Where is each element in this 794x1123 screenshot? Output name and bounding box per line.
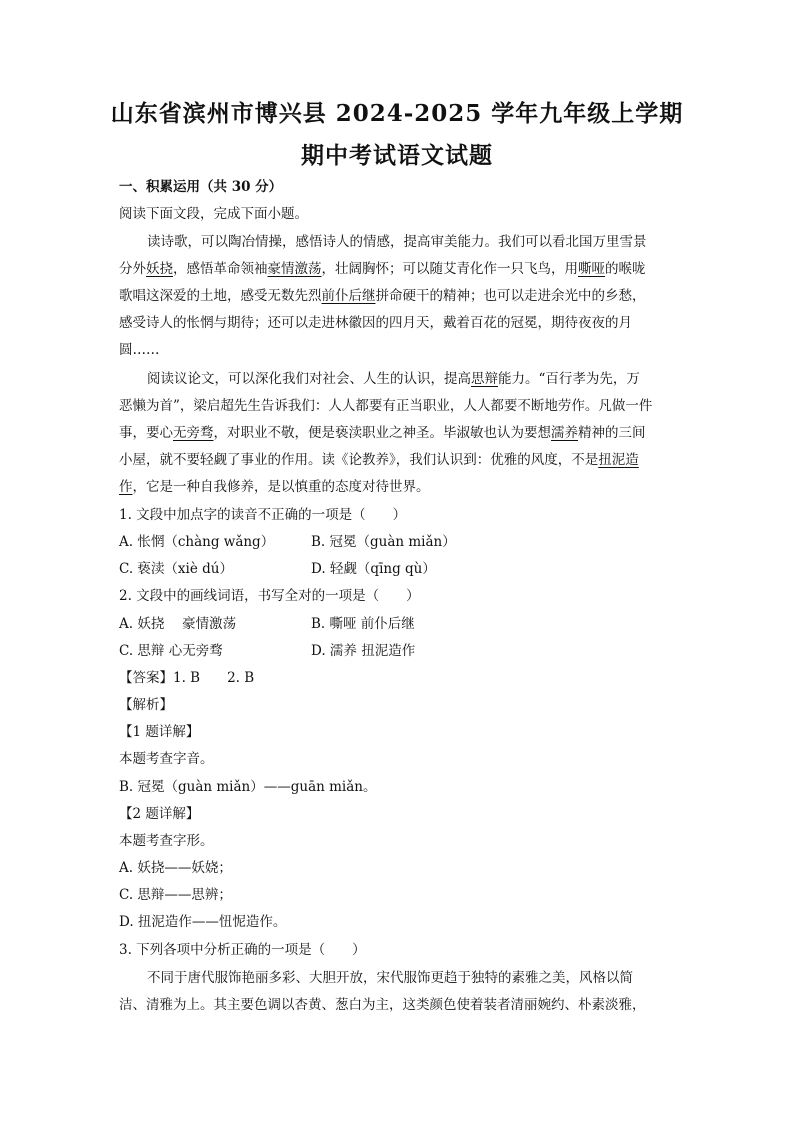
section-heading: 一、积累运用（共 30 分） [119,179,283,195]
detail1-line2: B. 冠冕（guàn miǎn）——guān miǎn。 [119,779,377,795]
para1-line2: 分外妖挠，感悟革命领袖豪情激荡，壮阔胸怀；可以随艾青化作一只飞鸟，用嘶哑的喉咙 [119,261,646,277]
q1-option-b: B. 冠冕（guàn miǎn） [311,534,456,550]
q3-stem: 3. 下列各项中分析正确的一项是（ ） [119,942,366,958]
answer: 【答案】1. B 2. B [119,670,255,686]
para2-line3: 事，要心无旁骛，对职业不敬，便是亵渎职业之神圣。毕淑敏也认为要想濡养精神的三间 [119,425,646,441]
underlined-word: 嘶哑 [578,261,605,277]
title-line-1: 山东省滨州市博兴县 2024-2025 学年九年级上学期 [110,100,684,127]
analysis-label: 【解析】 [119,697,173,713]
para2-line4: 小屋，就不要轻觑了事业的作用。读《论教养》，我们认识到：优雅的风度，不是扭泥造 [119,452,639,468]
para1-line1: 读诗歌，可以陶冶情操，感悟诗人的情感，提高审美能力。我们可以看北国万里雪景 [147,234,647,250]
title-line-2: 期中考试语文试题 [301,142,493,169]
para2-line1: 阅读议论文，可以深化我们对社会、人生的认识，提高思辩能力。“百行孝为先，万 [147,371,640,387]
q1-options-row1 [119,532,619,552]
detail2-line2: A. 妖挠——妖娆； [119,860,232,876]
q1-stem: 1. 文段中加点字的读音不正确的一项是（ ） [119,507,407,523]
underlined-word: 无旁骛 [173,425,214,441]
underlined-word: 前仆后继 [321,288,376,304]
detail2-label: 【2 题详解】 [119,806,200,822]
q1-option-c: C. 亵渎（xiè dú） [119,561,233,577]
detail2-line3: C. 思辩——思辨； [119,887,232,903]
q2-options-row1 [119,614,619,634]
para3-line2: 洁、清雅为上。其主要色调以杏黄、葱白为主，这类颜色使着装者清丽婉约、朴素淡雅， [119,997,646,1013]
q2-option-d: D. 濡养 扭泥造作 [311,643,416,659]
q2-option-c: C. 思辩 心无旁骛 [119,643,223,659]
underlined-word: 妖挠 [146,261,173,277]
q1-options-row2 [119,559,619,579]
instruction: 阅读下面文段，完成下面小题。 [119,206,308,222]
q2-options-row2 [119,641,619,661]
detail1-label: 【1 题详解】 [119,724,200,740]
para1-line3: 歌唱这深爱的土地，感受无数先烈前仆后继拼命硬干的精神；也可以走进余光中的乡愁， [119,288,646,304]
q2-option-a: A. 妖挠 豪情激荡 [119,616,237,632]
para2-line5: 作，它是一种自我修养，是以慎重的态度对待世界。 [119,479,430,495]
detail2-line1: 本题考查字形。 [119,833,214,849]
underlined-word: 扭泥造 [598,452,639,468]
para1-line4: 感受诗人的怅惘与期待；还可以走进林徽因的四月天，戴着百花的冠冕，期待夜夜的月 [119,315,632,331]
para3-line1: 不同于唐代服饰艳丽多彩、大胆开放，宋代服饰更趋于独特的素雅之美，风格以简 [147,970,633,986]
q2-option-b: B. 嘶哑 前仆后继 [311,616,415,632]
detail2-line4: D. 扭泥造作——忸怩造作。 [119,914,287,930]
q1-option-d: D. 轻觑（qīng qù） [311,561,436,577]
underlined-word: 思辩 [471,371,498,387]
q2-stem: 2. 文段中的画线词语，书写全对的一项是（ ） [119,588,420,604]
q1-option-a: A. 怅惘（chàng wǎng） [119,534,275,550]
underlined-word: 作 [119,479,133,495]
para2-line2: 恶懒为首”，梁启超先生告诉我们：人人都要有正当职业，人人都要不断地劳作。凡做一件 [119,398,653,414]
underlined-word: 濡养 [551,425,578,441]
detail1-line1: 本题考查字音。 [119,751,214,767]
para1-line5: 圆…… [119,342,160,358]
underlined-word: 豪情激荡 [267,261,322,277]
